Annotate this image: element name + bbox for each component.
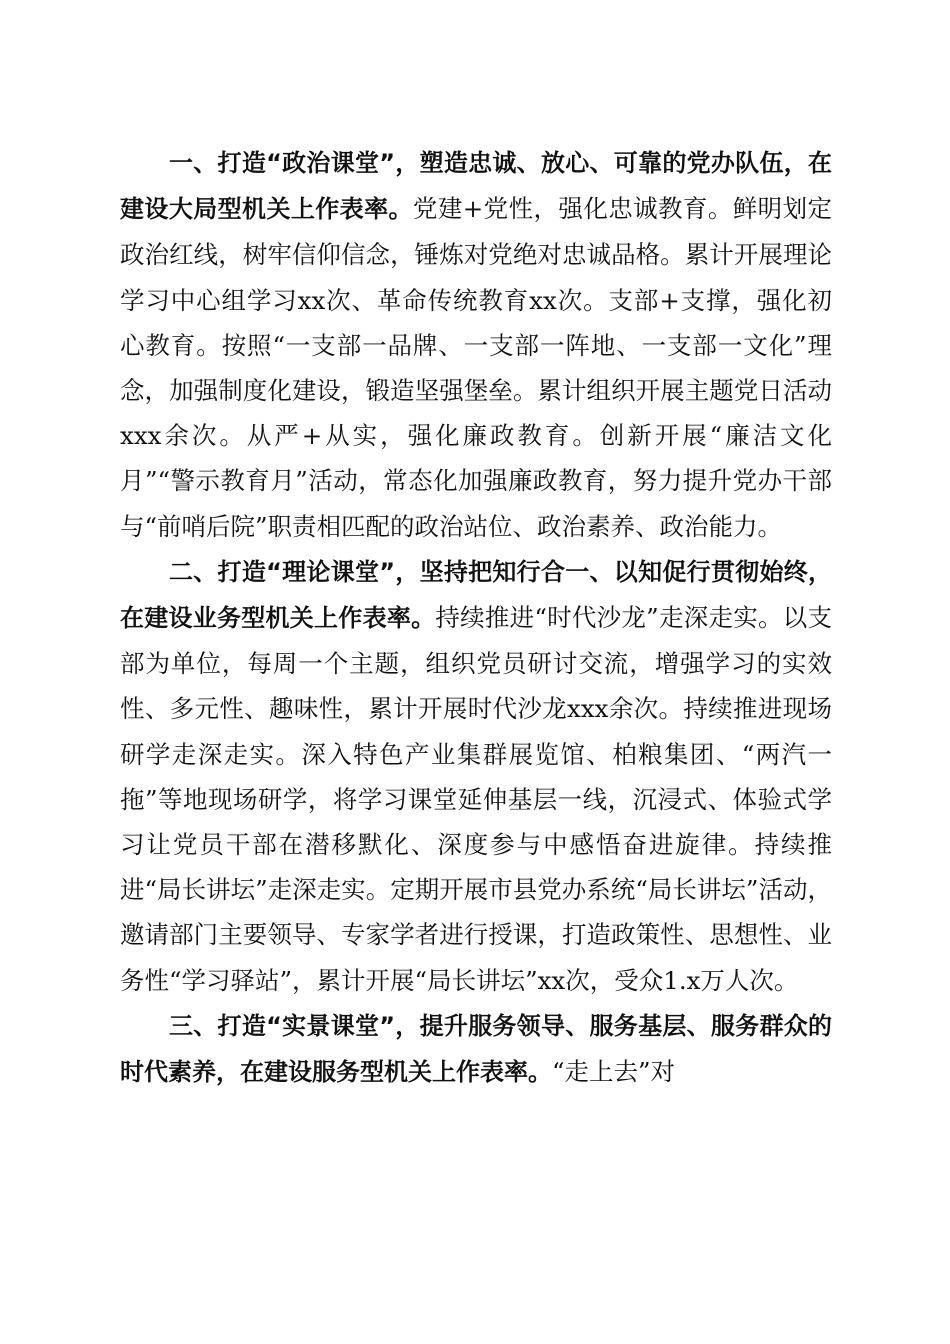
paragraph-1	[120, 140, 832, 549]
paragraph-3	[120, 1003, 832, 1095]
paragraph-2-heading: 二、打造“理论课堂”，坚持把知行合一、以知促行贯彻始终，在建设业务型机关上作表率。	[120, 557, 832, 633]
paragraph-2-body: 持续推进“时代沙龙”走深走实。以支部为单位，每周一个主题，组织党员研讨交流，增强学习的实效性、多元性、趣味性，累计开展时代沙龙xxx余次。持续推进现场研学走深走实。深入特色产业集群展览馆、柏粮集团、“两汽一拖”等地现场研学，将学习课堂延伸基层一线，沉浸式、体验式学习让党员干部在潜移默化、深度参与中感悟奋进旋律。持续推进“局长讲坛”走深走实。定期开展市县党办系统“局长讲坛”活动，邀请部门主要领导、专家学者进行授课，打造政策性、思想性、业务性“学习驿站”，累计开展“局长讲坛”xx次，受众1.x万人次。	[120, 603, 832, 995]
paragraph-3-body: “走上去”对	[552, 1057, 676, 1087]
paragraph-1-body: 党建+党性，强化忠诚教育。鲜明划定政治红线，树牢信仰信念，锤炼对党绝对忠诚品格。累计开展理论学习中心组学习xx次、革命传统教育xx次。支部+支撑，强化初心教育。按照“一支部一品牌、一支部一阵地、一支部一文化”理念，加强制度化建设，锻造坚强堡垒。累计组织开展主题党日活动xxx余次。从严+从实，强化廉政教育。创新开展“廉洁文化月”“警示教育月”活动，常态化加强廉政教育，努力提升党办干部与“前哨后院”职责相匹配的政治站位、政治素养、政治能力。	[120, 194, 833, 541]
paragraph-2	[120, 549, 832, 1003]
document-body	[120, 140, 832, 1095]
paragraph-1-heading: 一、打造“政治课堂”，塑造忠诚、放心、可靠的党办队伍，在建设大局型机关上作表率。	[120, 149, 832, 224]
paragraph-3-heading: 三、打造“实景课堂”，提升服务领导、服务基层、服务群众的时代素养，在建设服务型机关上作表率。	[120, 1011, 832, 1087]
